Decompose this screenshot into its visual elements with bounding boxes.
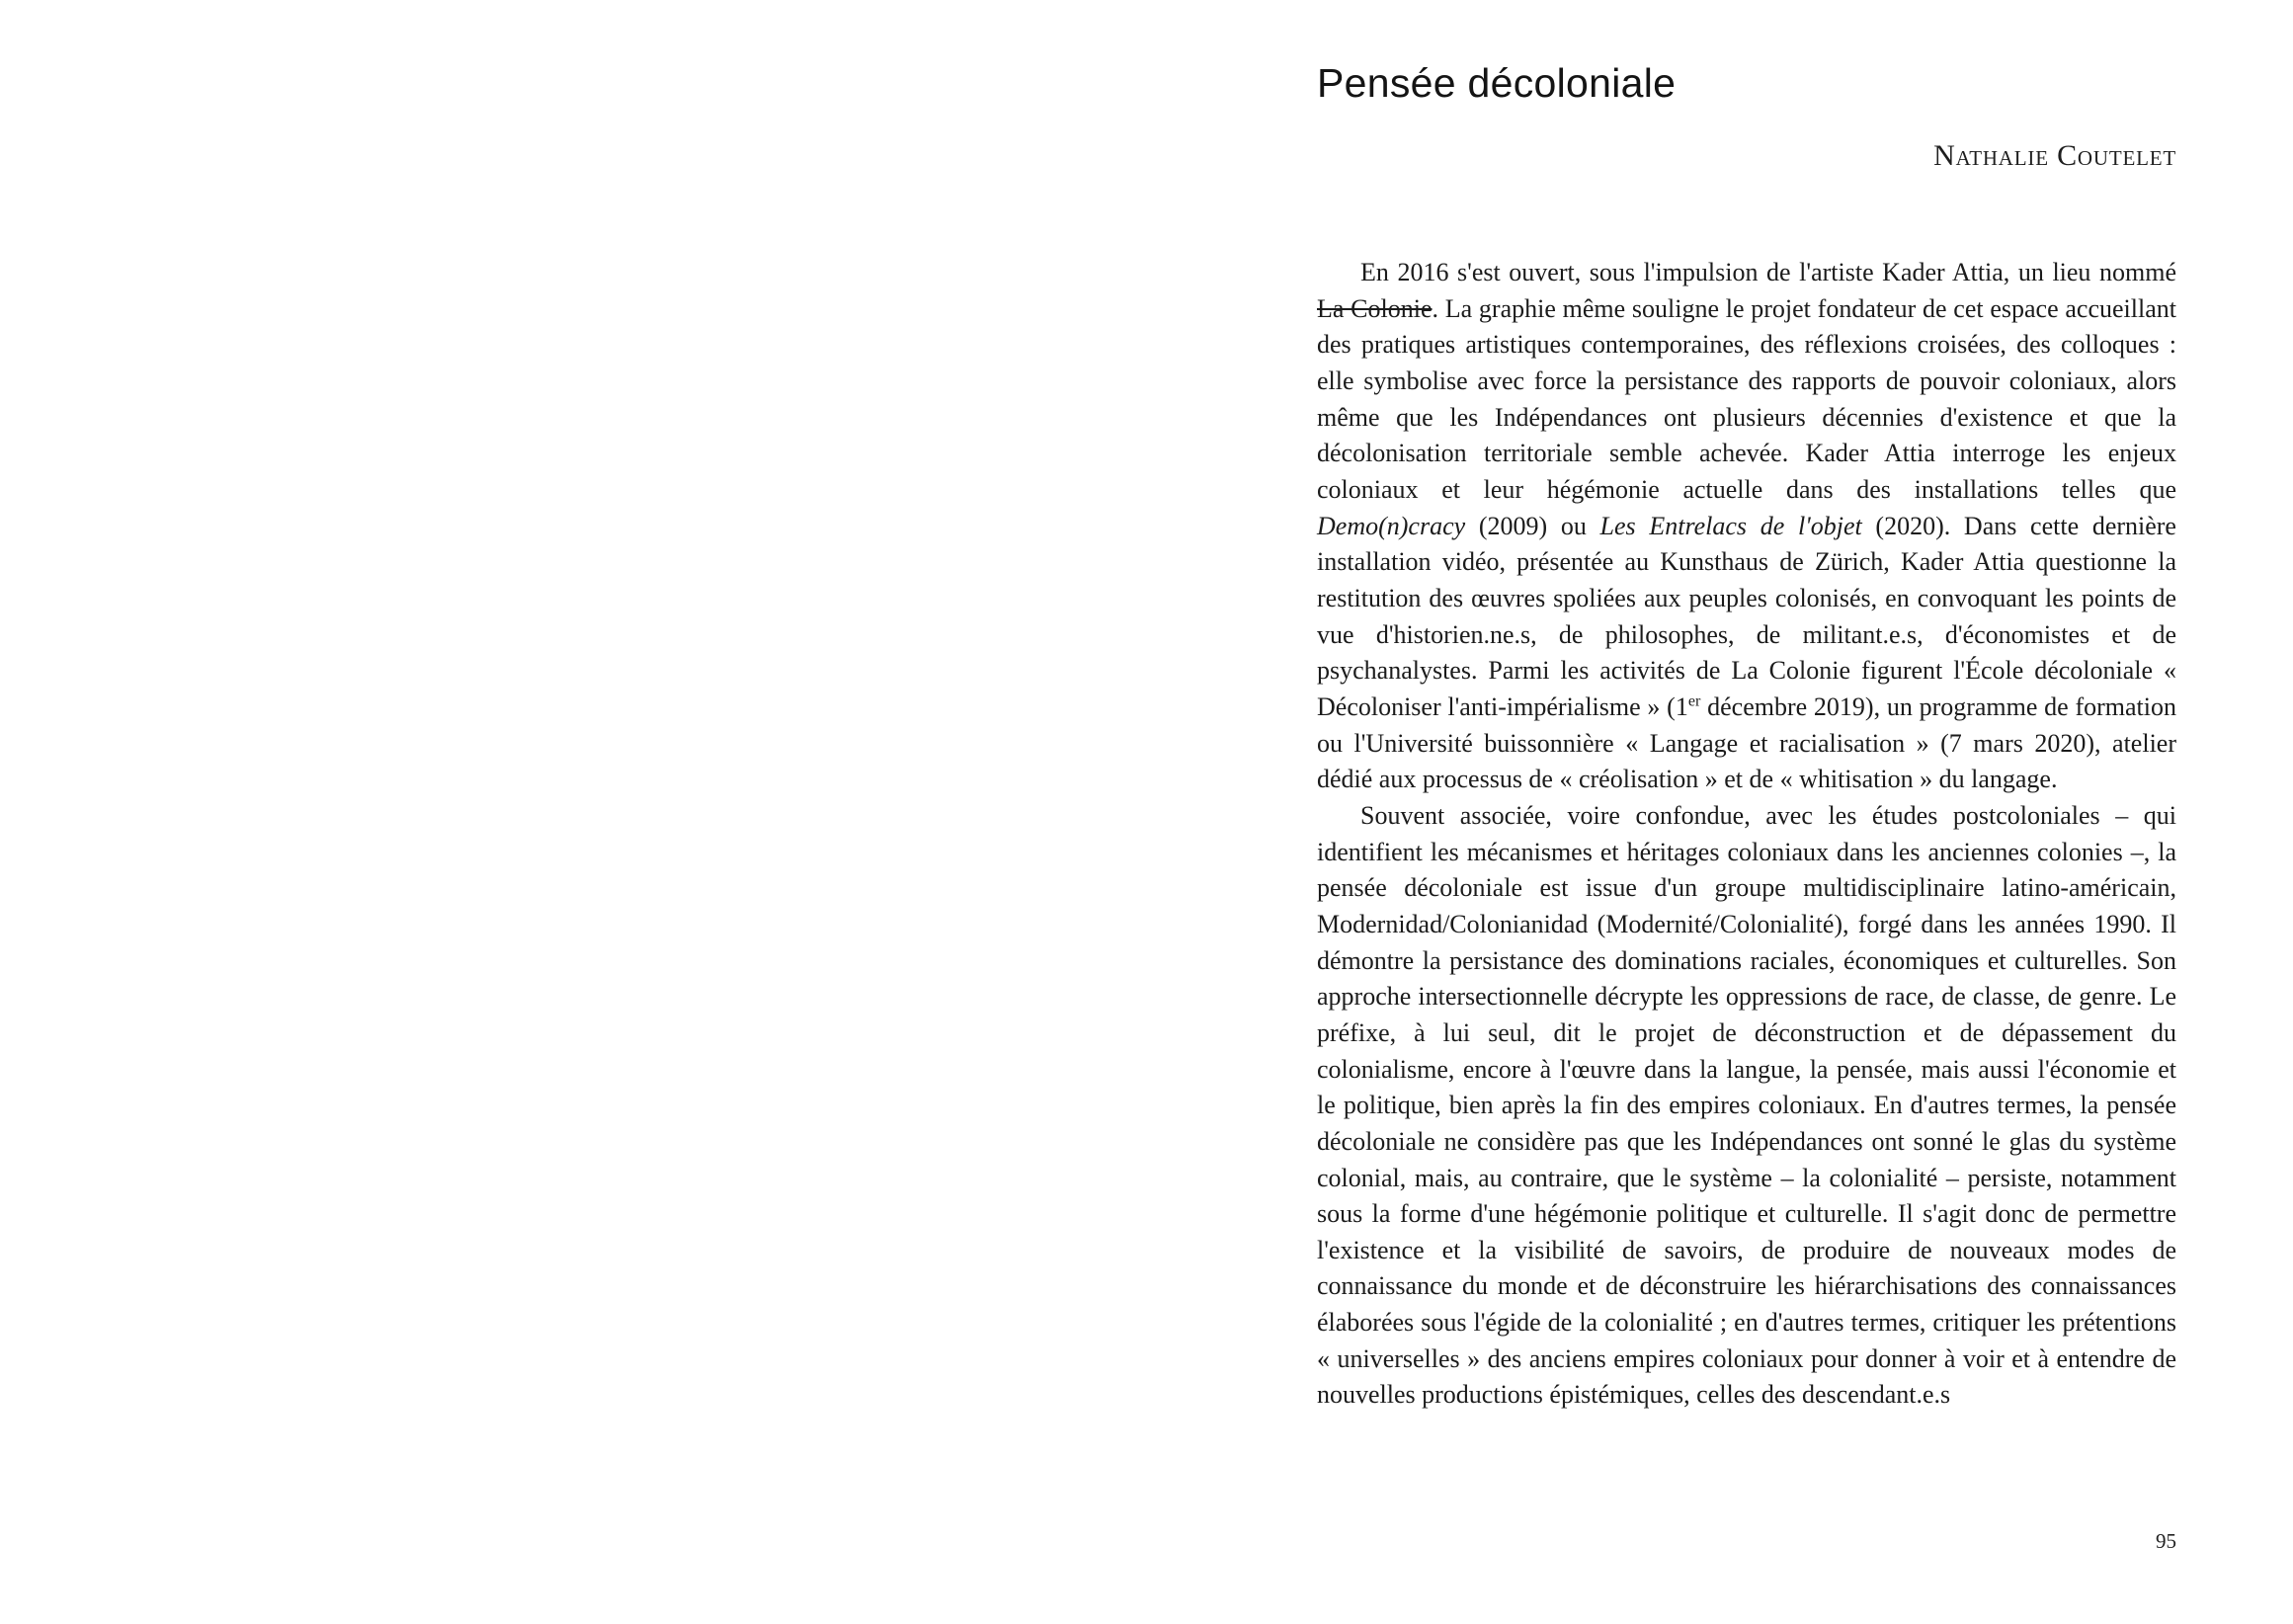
text-run: En 2016 s'est ouvert, sous l'impulsion de l'artiste Kader Attia, un lieu nommé [1360, 258, 2176, 287]
text-run-italic: Les Entrelacs de l'objet [1599, 511, 1862, 540]
text-column [1317, 61, 2176, 1414]
paragraph [1317, 798, 2176, 1414]
text-run-italic: Demo(n)cracy [1317, 511, 1466, 540]
paragraph [1317, 255, 2176, 798]
text-run: décembre 2019), un programme de formation ou l'Université buissonnière « Langage et racialisation » (7 mars 2020), atelier dédié aux processus de « créolisation » et de « whitisation » du langage. [1317, 691, 2176, 794]
text-run-sup: er [1687, 692, 1701, 710]
page-number: 95 [2156, 1529, 2176, 1553]
page-title: Pensée décoloniale [1317, 60, 1677, 106]
text-run: (2020). Dans cette dernière installation vidéo, présentée au Kunsthaus de Zürich, Kader Attia questionne la restitution des œuvres spoliées aux peuples colonisés, en convoquant les points de vue d'historien.ne.s, de philosophes, de militant.e.s, d'économistes et de psychanalystes. Parmi les activités de La Colonie figurent l'École décoloniale « Décoloniser l'anti-impérialisme » (1 [1317, 511, 2176, 721]
text-run: (2009) ou [1465, 511, 1600, 540]
text-run-strike: La Colonie [1317, 293, 1433, 323]
text-run: Souvent associée, voire confondue, avec les études postcoloniales – qui identifient les mécanismes et héritages coloniaux dans les anciennes colonies –, la pensée décoloniale est issue d'un groupe multidisciplinaire latino-américain, Modernidad/Colonianidad (Modernité/Colonialité), forgé dans les années 1990. Il démontre la persistance des dominations raciales, économiques et culturelles. Son approche intersectionnelle décrypte les oppressions de race, de classe, de genre. Le préfixe, à lui seul, dit le projet de déconstruction et de dépassement du colonialisme, encore à l'œuvre dans la langue, la pensée, mais aussi l'économie et le politique, bien après la fin des empires coloniaux. En d'autres termes, la pensée décoloniale ne considère pas que les Indépendances ont sonné le glas du système colonial, mais, au contraire, que le système – la colonialité – persiste, notamment sous la forme d'une hégémonie politique et culturelle. Il s'agit donc de permettre l'existence et la visibilité de savoirs, de produire de nouveaux modes de connaissance du monde et de déconstruire les hiérarchisations des connaissances élaborées sous l'égide de la colonialité ; en d'autres termes, critiquer les prétentions « universelles » des anciens empires coloniaux pour donner à voir et à entendre de nouvelles productions épistémiques, celles des descendant.e.s [1317, 800, 2176, 1410]
body-text [1317, 255, 2176, 1414]
author-name: Nathalie Coutelet [1933, 139, 2176, 173]
text-run: . La graphie même souligne le projet fondateur de cet espace accueillant des pratiques artistiques contemporaines, des réflexions croisées, des colloques : elle symbolise avec force la persistance des rapports de pouvoir coloniaux, alors même que les Indépendances ont plusieurs décennies d'existence et que la décolonisation territoriale semble achevée. Kader Attia interroge les enjeux coloniaux et leur hégémonie actuelle dans des installations telles que [1317, 293, 2176, 505]
